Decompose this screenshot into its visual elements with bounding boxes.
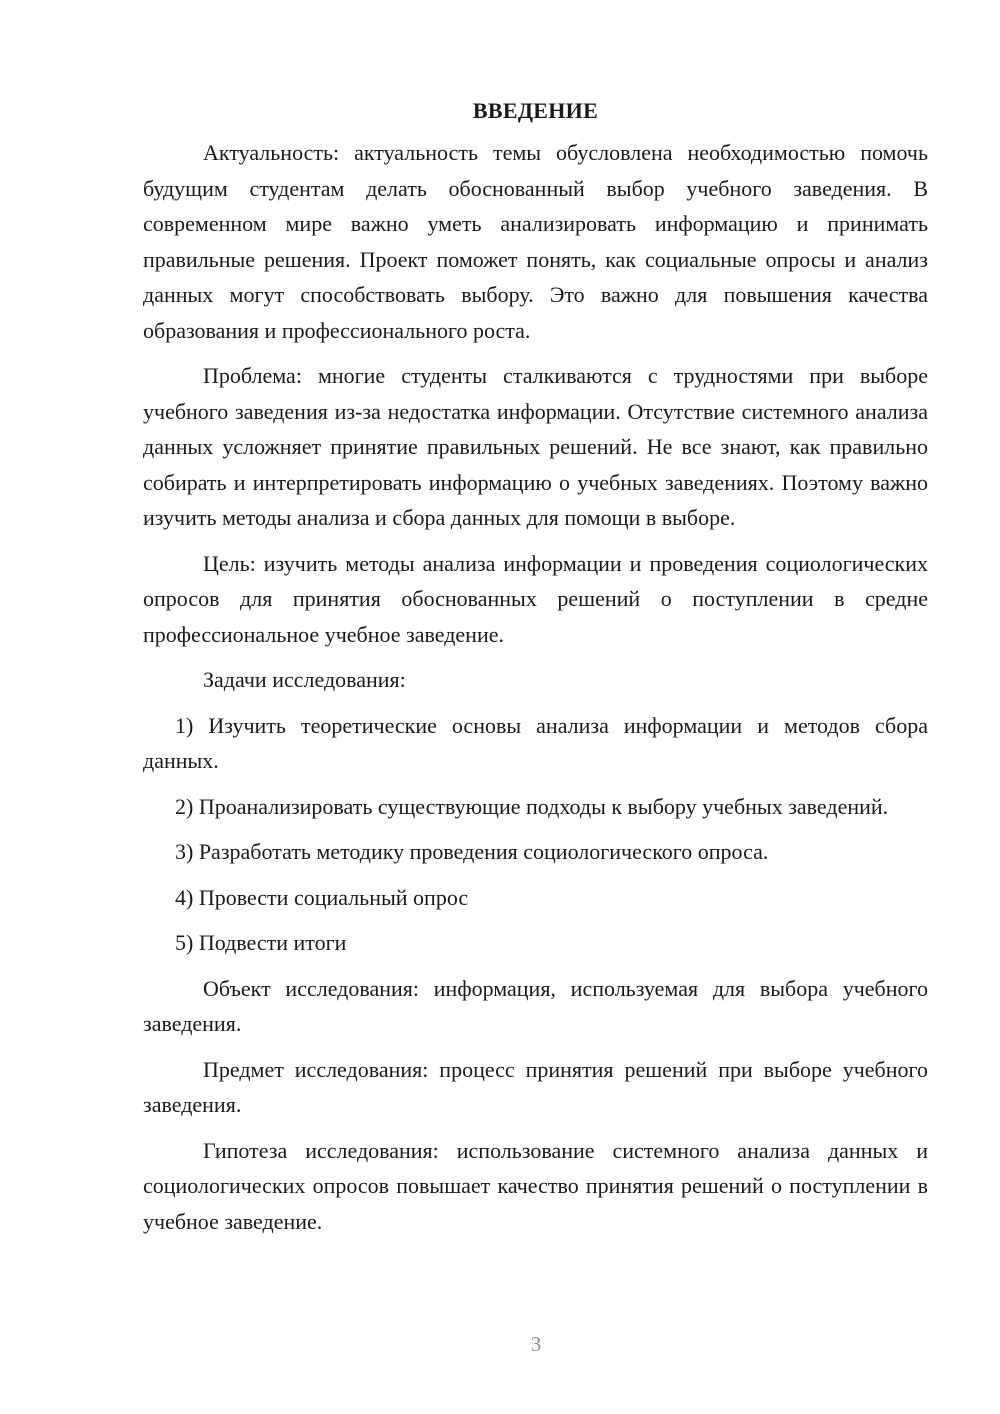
page-number: 3	[530, 1332, 542, 1356]
task-item-4: 4) Провести социальный опрос	[175, 884, 469, 910]
problem-paragraph: Проблема: многие студенты сталкиваются с трудностями при выборе учебного заведения из-за недостатка информации. Отсутствие системного анализа данных усложняет принятие правильных решений. Не все знают, как правильно собирать и интерпретировать информацию о учебных заведениях. Поэтому важно изучить методы анализа и сбора данных для помощи в выборе.	[143, 363, 928, 530]
document-page	[143, 96, 928, 1249]
task-item-2: 2) Проанализировать существующие подходы к выбору учебных заведений.	[175, 793, 889, 819]
task-item-1: 1) Изучить теоретические основы анализа информации и методов сбора данных.	[143, 712, 928, 773]
hypothesis-paragraph: Гипотеза исследования: использование системного анализа данных и социологических опросов повышает качество принятия решений о поступлении в учебное заведение.	[143, 1137, 928, 1234]
task-item-3: 3) Разработать методику проведения социологического опроса.	[175, 839, 769, 864]
tasks-title: Задачи исследования:	[203, 667, 406, 692]
relevance-paragraph: Актуальность: актуальность темы обусловлена необходимостью помочь будущим студентам делать обоснованный выбор учебного заведения. В современном мире важно уметь анализировать информацию и принимать правильные решения. Проект поможет понять, как социальные опросы и анализ данных могут способствовать выбору. Это важно для повышения качества образования и профессионального роста.	[143, 140, 928, 343]
goal-paragraph: Цель: изучить методы анализа информации и проведения социологических опросов для принятия обоснованных решений о поступлении в средне профессиональное учебное заведение.	[143, 550, 928, 647]
page-title: ВВЕДЕНИЕ	[472, 98, 599, 123]
object-paragraph: Объект исследования: информация, используемая для выбора учебного заведения.	[143, 975, 928, 1036]
subject-paragraph: Предмет исследования: процесс принятия решений при выборе учебного заведения.	[143, 1056, 928, 1117]
task-item-5: 5) Подвести итоги	[175, 930, 347, 955]
